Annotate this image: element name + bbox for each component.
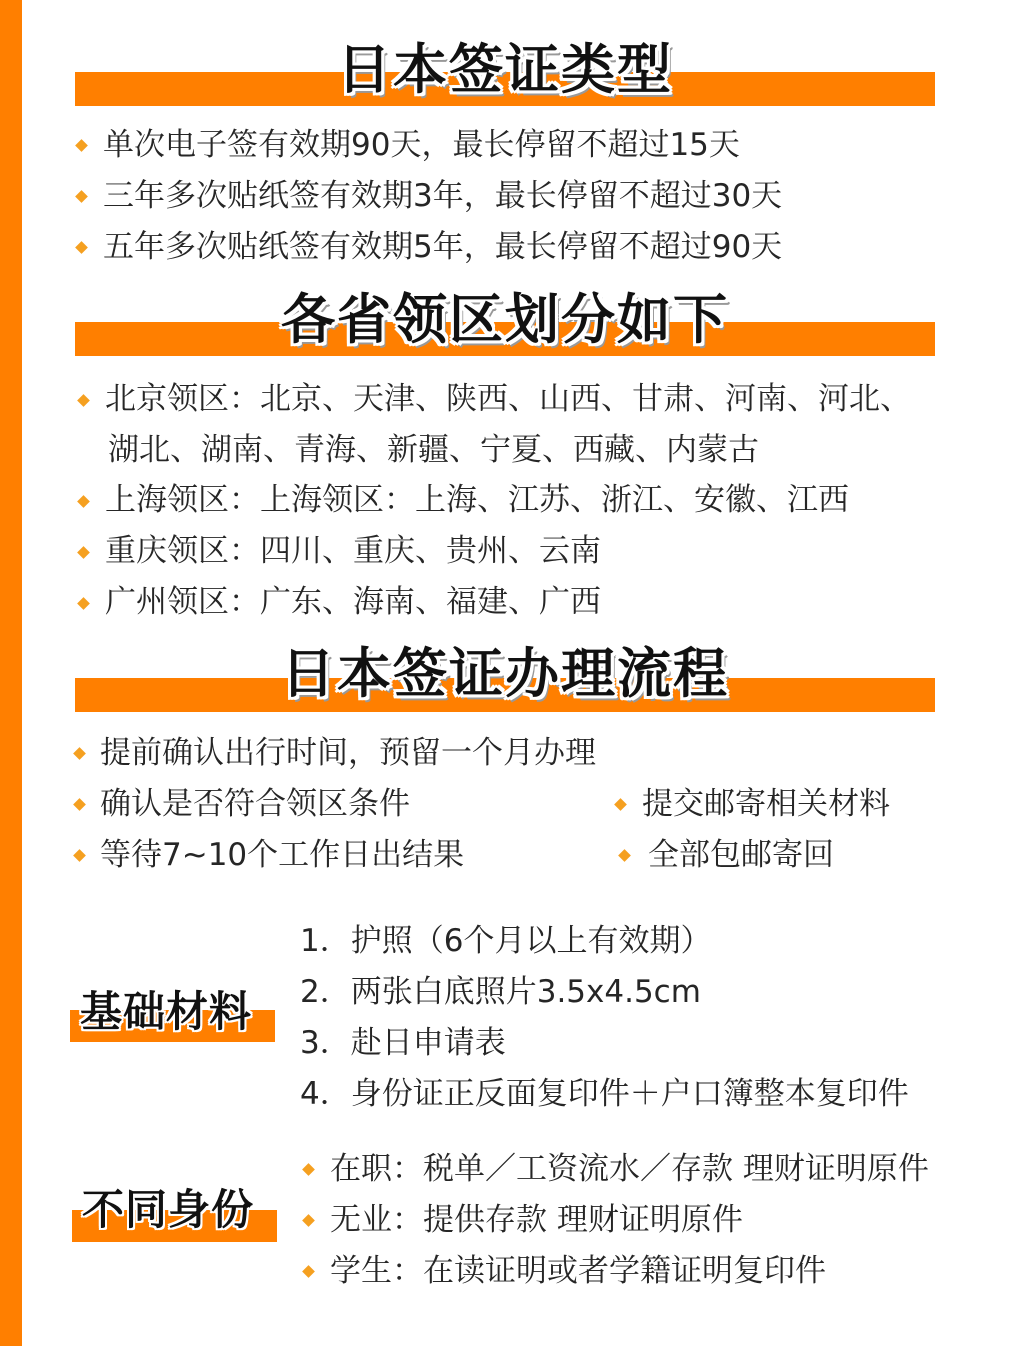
material-item: 1．护照（6个月以上有效期） [300,923,712,959]
district-item: 北京领区：北京、天津、陕西、山西、甘肃、河南、河北、 [105,381,911,417]
material-item: 4．身份证正反面复印件＋户口簿整本复印件 [300,1076,909,1112]
district-item: 上海领区：上海领区：上海、江苏、浙江、安徽、江西 [105,482,849,518]
bullet-icon [75,241,88,254]
bullet-icon [302,1214,315,1227]
material-item: 3．赴日申请表 [300,1025,506,1061]
identity-item: 无业：提供存款 理财证明原件 [330,1202,743,1238]
bullet-icon [77,546,90,559]
bullet-icon [77,394,90,407]
section-title-process: 日本签证办理流程 [281,642,729,705]
process-step: 提前确认出行时间，预留一个月办理 [100,735,596,771]
bullet-icon [73,747,86,760]
process-step: 确认是否符合领区条件 [100,786,410,822]
district-item: 重庆领区：四川、重庆、贵州、云南 [105,533,601,569]
identity-item: 学生：在读证明或者学籍证明复印件 [330,1253,826,1289]
section-title-visa-types: 日本签证类型 [337,38,673,101]
bullet-icon [73,798,86,811]
bullet-icon [614,798,627,811]
identity-item: 在职：税单／工资流水／存款 理财证明原件 [330,1151,929,1187]
bullet-icon [302,1163,315,1176]
visa-type-item: 三年多次贴纸签有效期3年，最长停留不超过30天 [103,178,783,214]
bullet-icon [73,849,86,862]
bullet-icon [302,1265,315,1278]
bullet-icon [618,849,631,862]
materials-label: 基础材料 [80,987,253,1036]
process-step: 提交邮寄相关材料 [642,786,890,822]
section-title-districts: 各省领区划分如下 [281,288,729,351]
process-step: 等待7~10个工作日出结果 [100,837,465,873]
district-item-continued: 湖北、湖南、青海、新疆、宁夏、西藏、内蒙古 [108,432,759,468]
bullet-icon [77,597,90,610]
left-accent-stripe [0,0,22,1346]
bullet-icon [75,190,88,203]
process-step: 全部包邮寄回 [648,837,834,873]
district-item: 广州领区：广东、海南、福建、广西 [105,584,601,620]
bullet-icon [77,495,90,508]
bullet-icon [75,139,88,152]
visa-type-item: 单次电子签有效期90天，最长停留不超过15天 [103,127,740,163]
material-item: 2．两张白底照片3.5x4.5cm [300,974,701,1010]
identity-label: 不同身份 [82,1185,255,1234]
visa-type-item: 五年多次贴纸签有效期5年，最长停留不超过90天 [103,229,783,265]
